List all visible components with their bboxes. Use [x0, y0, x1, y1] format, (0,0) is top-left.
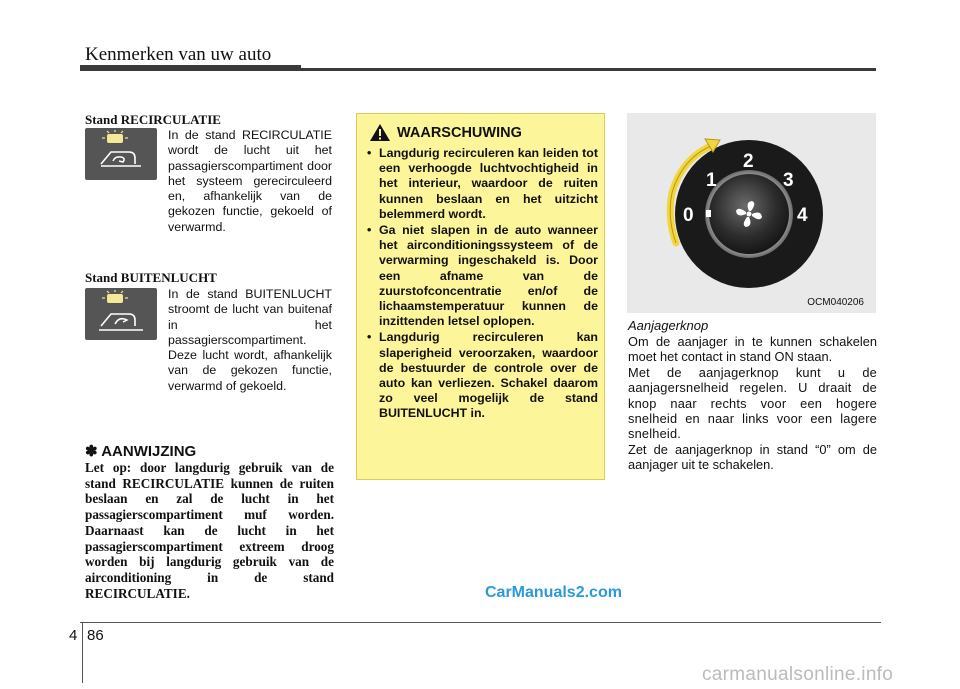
knob-label-4: 4 — [797, 205, 808, 226]
outside-air-button-icon — [85, 288, 157, 340]
warning-item: • Langdurig recirculeren kan slaperigheid veroorzaken, waardoor de bestuurder de controle over de auto kan verliezen. Schakel daarom zo veel mogelijk de stand BUITENLUCHT in. — [363, 330, 598, 421]
note-text: Let op: door langdurig gebruik van de stand RECIRCULATIE kunnen de ruiten beslaan en zal de lucht in het passagierscompartiment muf worden. Daarnaast kan de lucht in het passagierscompartiment extreem droog worden bij langdurig gebruik van de airconditioning in de stand RECIRCULATIE. — [85, 460, 334, 601]
note-symbol-icon: ✽ — [85, 443, 98, 460]
outside-text: In de stand BUITENLUCHT stroomt de lucht van buitenaf in het passagierscompartiment. Deze lucht wordt, afhankelijk van de gekozen functie, verwarmd of gekoeld. — [168, 287, 332, 393]
note-title-text: AANWIJZING — [101, 443, 197, 460]
warning-header — [369, 123, 522, 142]
warning-box — [356, 113, 605, 480]
footer-rule — [80, 622, 881, 623]
recirc-heading: Stand RECIRCULATIE — [85, 112, 221, 127]
knob-label-0: 0 — [683, 205, 694, 226]
warning-item: • Langdurig recirculeren kan leiden tot een verhoogde luchtvochtigheid in het interieur, waardoor de ruiten kunnen beslaan en het uitzicht belemmerd wordt. — [363, 146, 598, 222]
fan-paragraph-2: Met de aanjagerknop kunt u de aanjagersnelheid regelen. U draait de knop naar rechts voor een hogere snelheid en naar links voor een lagere snelheid. — [628, 365, 877, 442]
knob-label-2: 2 — [743, 151, 754, 172]
fan-paragraph-3: Zet de aanjagerknop in stand “0” om de aanjager uit te schakelen. — [628, 442, 877, 473]
page-number: 86 — [87, 627, 104, 644]
warning-triangle-icon — [369, 123, 391, 142]
header-rule-thin — [301, 68, 876, 71]
warning-title: WAARSCHUWING — [397, 124, 522, 141]
knob-label-3: 3 — [783, 170, 794, 191]
recirc-button-icon — [85, 128, 157, 180]
watermark-link[interactable]: CarManuals2.com — [485, 584, 622, 601]
recirc-text: In de stand RECIRCULATIE wordt de lucht uit het passagierscompartiment door het systeem gerecirculeerd en, afhankelijk van de gekozen functie, gekoeld of verwarmd. — [168, 128, 332, 234]
section-number: 4 — [69, 627, 78, 644]
fan-knob-illustration — [627, 113, 876, 313]
footer-watermark: carmanualsonline.info — [702, 664, 894, 685]
outside-heading: Stand BUITENLUCHT — [85, 270, 217, 285]
warning-item: • Ga niet slapen in de auto wanneer het airconditioningssysteem of de verwarming ingeschakeld is. Door een afname van de zuurstofconcentratie en/of de lichaamstemperatuur kunnen de inzittenden letsel oplopen. — [363, 223, 598, 329]
note-title — [85, 442, 196, 460]
knob-label-1: 1 — [706, 170, 717, 191]
footer-divider — [82, 622, 83, 683]
fan-heading: Aanjagerknop — [628, 318, 709, 333]
image-code: OCM040206 — [807, 297, 864, 308]
fan-paragraph-1: Om de aanjager in te kunnen schakelen moet het contact in stand ON staan. — [628, 334, 877, 365]
warning-list — [363, 146, 598, 423]
header-rule-thick — [80, 65, 301, 71]
page-header-title: Kenmerken van uw auto — [85, 44, 272, 65]
